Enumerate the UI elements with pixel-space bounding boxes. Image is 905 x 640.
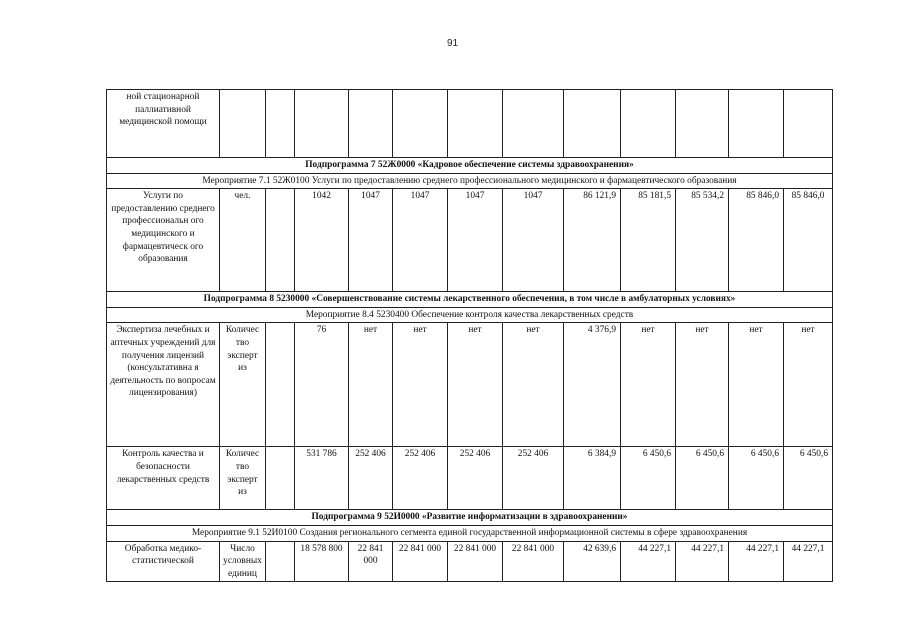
cell: 252 406 <box>448 447 503 510</box>
row-unit: чел. <box>220 189 266 292</box>
row-unit: Количес тво эксперт из <box>220 323 266 447</box>
cell: 85 534,2 <box>676 189 729 292</box>
table-row <box>107 447 833 510</box>
cell <box>266 189 295 292</box>
cell <box>266 541 295 582</box>
cell <box>266 323 295 447</box>
cell: нет <box>729 323 784 447</box>
cell: нет <box>349 323 393 447</box>
cell: 531 786 <box>295 447 349 510</box>
page-number: 91 <box>446 38 459 49</box>
cell: 1047 <box>349 189 393 292</box>
subprogram-row <box>107 158 833 174</box>
table-row <box>107 541 833 582</box>
cell: 86 121,9 <box>564 189 621 292</box>
cell: 252 406 <box>503 447 564 510</box>
cell <box>266 447 295 510</box>
program-table <box>106 89 833 582</box>
cell: 1042 <box>295 189 349 292</box>
cell: 22 841 000 <box>448 541 503 582</box>
cell: нет <box>784 323 833 447</box>
cell: нет <box>676 323 729 447</box>
row-name: Контроль качества и безопасности лекарственных средств <box>107 447 220 510</box>
cell: нет <box>448 323 503 447</box>
table-row <box>107 323 833 447</box>
cell: 6 450,6 <box>621 447 676 510</box>
row-unit: Число условных единиц <box>220 541 266 582</box>
row-unit: Количес тво эксперт из <box>220 447 266 510</box>
cell: 1047 <box>503 189 564 292</box>
event-7-1-title: Мероприятие 7.1 52Ж0100 Услуги по предоставлению среднего профессионального медицинского и фармацевтического образования <box>107 173 833 189</box>
event-row <box>107 173 833 189</box>
cell: 1047 <box>393 189 448 292</box>
cell: 22 841 000 <box>393 541 448 582</box>
cell: 85 181,5 <box>621 189 676 292</box>
row-name: Обработка медико-статистической <box>107 541 220 582</box>
event-9-1-title: Мероприятие 9.1 52И0100 Создания регионального сегмента единой государственной информационной системы в сфере здравоохранения <box>107 525 833 541</box>
cell: 44 227,1 <box>784 541 833 582</box>
cell: 76 <box>295 323 349 447</box>
subprogram-8-title: Подпрограмма 8 5230000 «Совершенствование системы лекарственного обеспечения, в том числе в амбулаторных условиях» <box>107 292 833 308</box>
cell: нет <box>621 323 676 447</box>
cell: 18 578 800 <box>295 541 349 582</box>
event-8-4-title: Мероприятие 8.4 5230400 Обеспечение контроля качества лекарственных средств <box>107 307 833 323</box>
cell: нет <box>503 323 564 447</box>
cell: 44 227,1 <box>621 541 676 582</box>
row-name: ной стационарной паллиативной медицинской помощи <box>107 90 220 158</box>
row-name: Услуги по предоставлению среднего профессиональн ого медицинского и фармацевтическ ого образования <box>107 189 220 292</box>
cell: 44 227,1 <box>729 541 784 582</box>
row-name: Экспертиза лечебных и аптечных учреждений для получения лицензий (консультативна я деятельность по вопросам лицензирования) <box>107 323 220 447</box>
cell: 4 376,9 <box>564 323 621 447</box>
event-row <box>107 307 833 323</box>
cell: 42 639,6 <box>564 541 621 582</box>
event-row <box>107 525 833 541</box>
subprogram-7-title: Подпрограмма 7 52Ж0000 «Кадровое обеспечение системы здравоохранения» <box>107 158 833 174</box>
subprogram-row <box>107 510 833 526</box>
cell: нет <box>393 323 448 447</box>
table-row <box>107 90 833 158</box>
cell: 252 406 <box>349 447 393 510</box>
subprogram-9-title: Подпрограмма 9 52И0000 «Развитие информатизации в здравоохранении» <box>107 510 833 526</box>
cell: 6 450,6 <box>784 447 833 510</box>
cell: 6 384,9 <box>564 447 621 510</box>
cell: 44 227,1 <box>676 541 729 582</box>
cell: 252 406 <box>393 447 448 510</box>
table-row <box>107 189 833 292</box>
cell: 6 450,6 <box>676 447 729 510</box>
subprogram-row <box>107 292 833 308</box>
cell: 6 450,6 <box>729 447 784 510</box>
cell: 1047 <box>448 189 503 292</box>
cell: 85 846,0 <box>784 189 833 292</box>
cell: 22 841 000 <box>349 541 393 582</box>
cell: 85 846,0 <box>729 189 784 292</box>
cell: 22 841 000 <box>503 541 564 582</box>
